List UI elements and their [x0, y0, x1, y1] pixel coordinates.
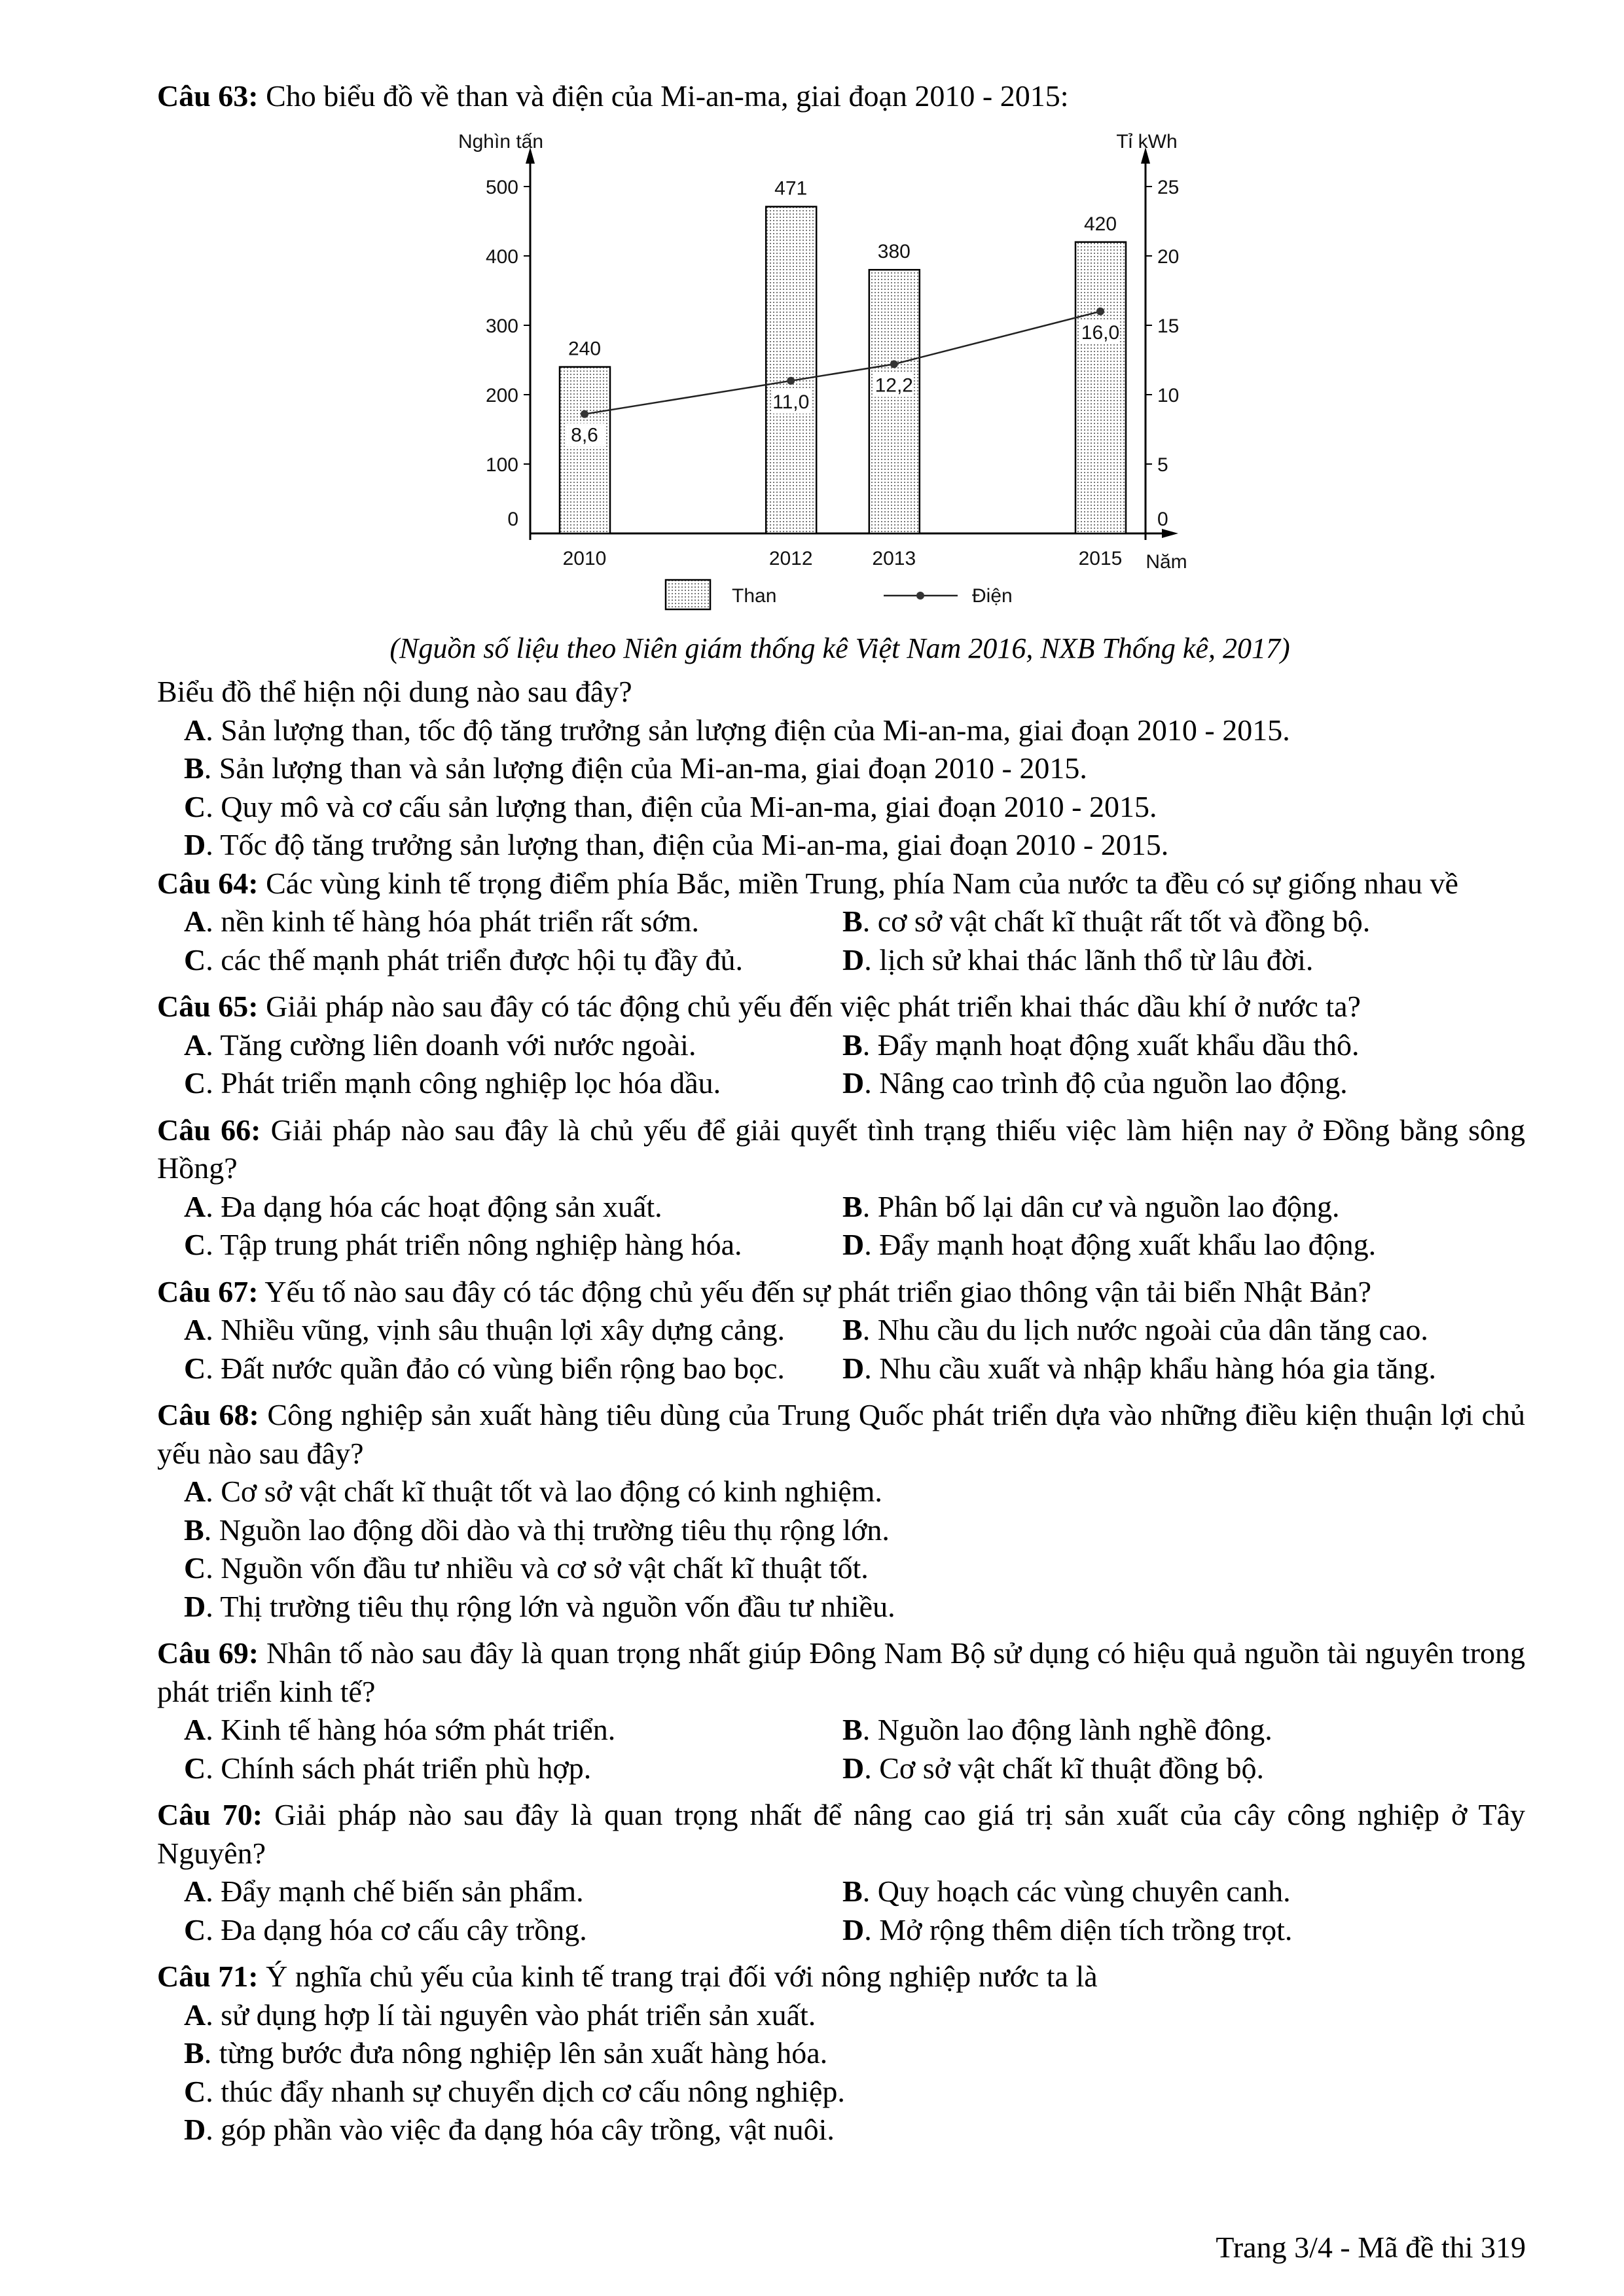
answer-option[interactable]	[157, 1911, 842, 1950]
answer-option[interactable]	[842, 903, 1525, 941]
option-text: . Nâng cao trình độ của nguồn lao động.	[864, 1066, 1348, 1100]
option-letter: B	[842, 1189, 863, 1223]
legend-than-swatch	[666, 580, 710, 609]
answer-option[interactable]	[842, 1911, 1525, 1950]
options-list	[157, 711, 1525, 865]
option-letter: C	[184, 942, 206, 977]
answer-option[interactable]	[157, 1188, 842, 1227]
option-text: . Kinh tế hàng hóa sớm phát triển.	[206, 1713, 616, 1746]
option-letter: A	[184, 1475, 206, 1508]
answer-option[interactable]	[157, 1311, 842, 1350]
question-number: Câu 66:	[157, 1113, 261, 1147]
options-list	[157, 1026, 1525, 1103]
question-stem: Công nghiệp sản xuất hàng tiêu dùng của Trung Quốc phát triển dựa vào những điều kiện thuận lợi chủ yếu nào sau đây?	[157, 1398, 1525, 1470]
question-stem: Ý nghĩa chủ yếu của kinh tế trang trại đối với nông nghiệp nước ta là	[258, 1960, 1098, 1993]
option-text: . Tăng cường liên doanh với nước ngoài.	[206, 1028, 696, 1062]
option-letter: A	[184, 1313, 206, 1346]
question-block	[157, 1273, 1525, 1388]
question-number: Câu 65:	[157, 990, 259, 1023]
question-number: Câu 71:	[157, 1960, 259, 1993]
option-letter: B	[842, 1028, 863, 1062]
y-tick-label-left: 0	[507, 509, 518, 530]
y-tick-label-left: 200	[485, 385, 518, 406]
option-text: . Tốc độ tăng trưởng sản lượng than, điện của Mi-an-ma, giai đoạn 2010 - 2015.	[206, 828, 1169, 861]
y-tick-label-right: 10	[1157, 385, 1180, 406]
question-stem: Giải pháp nào sau đây có tác động chủ yếu đến việc phát triển khai thác dầu khí ở nước ta?	[258, 990, 1361, 1023]
answer-option[interactable]	[842, 1064, 1525, 1103]
option-text: . Cơ sở vật chất kĩ thuật tốt và lao động có kinh nghiệm.	[206, 1475, 882, 1508]
y-tick-label-right: 25	[1157, 177, 1180, 198]
answer-option[interactable]	[157, 2073, 1525, 2111]
question-text	[157, 1796, 1525, 1873]
option-text: . Nguồn lao động lành nghề đông.	[862, 1713, 1272, 1746]
x-axis-label: Năm	[1146, 551, 1187, 573]
answer-option[interactable]	[157, 788, 1525, 827]
option-letter: C	[184, 1228, 206, 1261]
option-text: . Thị trường tiêu thụ rộng lớn và nguồn vốn đầu tư nhiều.	[206, 1589, 895, 1623]
options-list	[157, 1311, 1525, 1388]
answer-option[interactable]	[157, 1350, 842, 1388]
option-letter: D	[842, 1912, 865, 1946]
option-letter: D	[842, 942, 865, 977]
line-value-label: 11,0	[772, 391, 810, 413]
question-text	[157, 1396, 1525, 1473]
option-text: . sử dụng hợp lí tài nguyên vào phát triển sản xuất.	[206, 1998, 816, 2032]
line-point	[1096, 308, 1104, 315]
line-point	[581, 410, 588, 418]
option-text: . Nguồn vốn đầu tư nhiều và cơ sở vật chất kĩ thuật tốt.	[206, 1551, 869, 1585]
option-text: . các thế mạnh phát triển được hội tụ đầy đủ.	[206, 942, 744, 977]
answer-option[interactable]	[157, 749, 1525, 788]
answer-option[interactable]	[157, 1026, 842, 1065]
x-tick-label: 2010	[562, 548, 607, 569]
option-text: . nền kinh tế hàng hóa phát triển rất sớm.	[206, 905, 699, 938]
answer-option[interactable]	[157, 1873, 842, 1911]
option-text: . Phân bố lại dân cư và nguồn lao động.	[862, 1189, 1340, 1223]
question-63-body	[157, 673, 1525, 865]
question-number: Câu 67:	[157, 1274, 259, 1308]
option-text: . Đa dạng hóa cơ cấu cây trồng.	[206, 1912, 587, 1946]
answer-option[interactable]	[157, 1064, 842, 1103]
option-letter: B	[184, 2036, 204, 2070]
option-text: . Chính sách phát triển phù hợp.	[206, 1751, 592, 1785]
answer-option[interactable]	[842, 1311, 1525, 1350]
y-tick-label-right: 5	[1157, 454, 1168, 476]
question-number: Câu 68:	[157, 1398, 259, 1431]
data-source-note: (Nguồn số liệu theo Niên giám thống kê Việt Nam 2016, NXB Thống kê, 2017)	[389, 632, 1290, 664]
option-letter: C	[184, 1751, 206, 1785]
option-text: . Đất nước quần đảo có vùng biển rộng bao bọc.	[206, 1351, 785, 1385]
answer-option[interactable]	[842, 1873, 1525, 1911]
x-tick-label: 2013	[872, 548, 916, 569]
question-block	[157, 1796, 1525, 1949]
bar-value-label: 420	[1083, 213, 1117, 235]
x-tick-label: 2012	[768, 548, 813, 569]
question-block	[157, 1111, 1525, 1265]
arrow-right-icon	[1162, 529, 1178, 538]
line-value-label: 16,0	[1081, 321, 1120, 344]
question-stem: Nhân tố nào sau đây là quan trọng nhất giúp Đông Nam Bộ sử dụng có hiệu quả nguồn tài nguyên trong phát triển kinh tế?	[157, 1636, 1526, 1708]
option-letter: A	[184, 713, 206, 747]
question-stem: Các vùng kinh tế trọng điểm phía Bắc, miền Trung, phía Nam của nước ta đều có sự giống nhau về	[258, 866, 1458, 900]
answer-option[interactable]	[842, 1350, 1525, 1388]
option-letter: A	[184, 905, 206, 938]
option-letter: D	[842, 1228, 865, 1261]
question-number: Câu 63:	[157, 79, 259, 113]
option-text: . Quy mô và cơ cấu sản lượng than, điện của Mi-an-ma, giai đoạn 2010 - 2015.	[206, 789, 1157, 823]
option-letter: B	[184, 751, 204, 785]
option-letter: C	[184, 789, 206, 823]
answer-option[interactable]	[157, 1549, 1525, 1588]
legend-dien-label: Điện	[972, 585, 1013, 607]
page-footer: Trang 3/4 - Mã đề thi 319	[1216, 2231, 1526, 2264]
answer-option[interactable]	[842, 1188, 1525, 1227]
y-tick-label-left: 300	[485, 315, 518, 337]
option-text: . Sản lượng than và sản lượng điện của Mi-an-ma, giai đoạn 2010 - 2015.	[204, 751, 1087, 785]
option-letter: A	[184, 1874, 206, 1908]
question-stem: Giải pháp nào sau đây là quan trọng nhất để nâng cao giá trị sản xuất của cây công nghiệp ở Tây Nguyên?	[157, 1798, 1525, 1870]
option-text: . Đẩy mạnh hoạt động xuất khẩu dầu thô.	[862, 1028, 1360, 1062]
legend-than-label: Than	[732, 585, 777, 607]
line-point	[787, 377, 795, 385]
answer-option[interactable]	[157, 2111, 1525, 2149]
option-letter: D	[842, 1066, 865, 1100]
option-letter: C	[184, 1551, 206, 1585]
option-letter: C	[184, 1912, 206, 1946]
line-value-label: 12,2	[875, 374, 913, 397]
question-text	[157, 988, 1525, 1026]
question-63-title	[157, 77, 1069, 115]
answer-option[interactable]	[842, 1749, 1525, 1788]
question-text	[157, 1958, 1525, 1996]
options-list	[157, 1473, 1525, 1626]
option-letter: C	[184, 2074, 206, 2108]
legend-dien-marker	[916, 592, 924, 600]
option-text: . Đẩy mạnh hoạt động xuất khẩu lao động.	[864, 1228, 1377, 1261]
answer-option[interactable]	[157, 1226, 842, 1265]
question-text	[157, 1273, 1525, 1312]
answer-option[interactable]	[842, 1711, 1525, 1749]
option-text: . Phát triển mạnh công nghiệp lọc hóa dầu.	[206, 1066, 721, 1100]
option-text: . Sản lượng than, tốc độ tăng trưởng sản lượng điện của Mi-an-ma, giai đoạn 2010 - 2015.	[206, 713, 1290, 747]
options-list	[157, 1873, 1525, 1949]
question-block	[157, 988, 1525, 1103]
question-number: Câu 69:	[157, 1636, 259, 1670]
question-text	[157, 865, 1525, 903]
answer-option[interactable]	[157, 1711, 842, 1749]
bar-value-label: 380	[877, 241, 911, 263]
questions-content	[157, 673, 1525, 2149]
answer-option[interactable]	[842, 1026, 1525, 1065]
bar-value-label: 471	[774, 177, 808, 200]
option-letter: B	[842, 905, 863, 938]
answer-option[interactable]	[157, 2034, 1525, 2073]
option-letter: C	[184, 1351, 206, 1385]
y-tick-label-right: 0	[1157, 509, 1168, 530]
coal-electricity-chart	[458, 118, 1211, 635]
option-letter: D	[184, 2113, 206, 2146]
answer-option[interactable]	[842, 1226, 1525, 1265]
answer-option[interactable]	[157, 1749, 842, 1788]
question-block	[157, 865, 1525, 980]
answer-option[interactable]	[157, 1511, 1525, 1550]
question-number: Câu 64:	[157, 866, 259, 900]
option-letter: B	[842, 1874, 863, 1908]
options-list	[157, 1996, 1525, 2149]
options-list	[157, 1711, 1525, 1787]
option-letter: B	[842, 1313, 863, 1346]
line-value-label: 8,6	[571, 424, 598, 446]
option-letter: B	[842, 1713, 863, 1746]
option-letter: A	[184, 1998, 206, 2032]
question-number: Câu 70:	[157, 1798, 263, 1831]
option-text: . Quy hoạch các vùng chuyên canh.	[862, 1874, 1291, 1908]
question-block	[157, 1958, 1525, 2149]
option-text: . lịch sử khai thác lãnh thổ từ lâu đời.	[864, 942, 1314, 977]
question-text: Cho biểu đồ về than và điện của Mi-an-ma, giai đoạn 2010 - 2015:	[258, 79, 1069, 113]
option-text: . Nhiều vũng, vịnh sâu thuận lợi xây dựng cảng.	[206, 1313, 785, 1346]
y-tick-label-left: 500	[485, 177, 518, 198]
option-text: . thúc đẩy nhanh sự chuyển dịch cơ cấu nông nghiệp.	[206, 2074, 845, 2108]
y-tick-label-right: 20	[1157, 246, 1180, 268]
option-text: . Nguồn lao động dồi dào và thị trường tiêu thụ rộng lớn.	[204, 1513, 890, 1547]
options-list	[157, 903, 1525, 979]
y-tick-label-left: 400	[485, 246, 518, 268]
line-dien	[585, 312, 1100, 414]
option-letter: A	[184, 1028, 206, 1062]
x-tick-label: 2015	[1078, 548, 1123, 569]
question-stem: Giải pháp nào sau đây là chủ yếu để giải quyết tình trạng thiếu việc làm hiện nay ở Đồng bằng sông Hồng?	[157, 1113, 1526, 1185]
question-prompt: Biểu đồ thể hiện nội dung nào sau đây?	[157, 675, 632, 708]
answer-option[interactable]	[157, 903, 842, 941]
answer-option[interactable]	[157, 1996, 1525, 2035]
left-axis-label: Nghìn tấn	[458, 131, 544, 152]
options-list	[157, 1188, 1525, 1265]
question-text	[157, 1111, 1525, 1188]
answer-option[interactable]	[157, 941, 842, 980]
answer-option[interactable]	[842, 941, 1525, 980]
answer-option[interactable]	[157, 1588, 1525, 1626]
line-point	[890, 360, 898, 368]
question-block	[157, 1396, 1525, 1626]
option-text: . góp phần vào việc đa dạng hóa cây trồng, vật nuôi.	[206, 2113, 835, 2146]
option-letter: C	[184, 1066, 206, 1100]
bar-than	[1075, 242, 1126, 533]
option-text: . Mở rộng thêm diện tích trồng trọt.	[864, 1912, 1293, 1946]
bar-than	[560, 367, 610, 533]
option-letter: A	[184, 1189, 206, 1223]
answer-option[interactable]	[157, 826, 1525, 865]
option-text: . từng bước đưa nông nghiệp lên sản xuất hàng hóa.	[204, 2036, 828, 2070]
y-tick-label-left: 100	[485, 454, 518, 476]
option-text: . cơ sở vật chất kĩ thuật rất tốt và đồng bộ.	[862, 905, 1371, 938]
option-text: . Đẩy mạnh chế biến sản phẩm.	[206, 1874, 584, 1908]
option-text: . Nhu cầu du lịch nước ngoài của dân tăng cao.	[862, 1313, 1428, 1346]
answer-option[interactable]	[157, 1473, 1525, 1511]
right-axis-label: Tỉ kWh	[1116, 131, 1178, 152]
bar-than	[869, 270, 920, 533]
option-text: . Đa dạng hóa các hoạt động sản xuất.	[206, 1189, 662, 1223]
option-letter: D	[842, 1351, 865, 1385]
option-text: . Tập trung phát triển nông nghiệp hàng hóa.	[206, 1228, 742, 1261]
question-block	[157, 1634, 1525, 1787]
option-letter: B	[184, 1513, 204, 1547]
option-text: . Cơ sở vật chất kĩ thuật đồng bộ.	[864, 1751, 1265, 1785]
option-letter: D	[842, 1751, 865, 1785]
bar-than	[766, 207, 816, 533]
y-tick-label-right: 15	[1157, 315, 1180, 337]
option-letter: D	[184, 828, 206, 861]
question-text	[157, 1634, 1525, 1711]
option-letter: A	[184, 1713, 206, 1746]
option-letter: D	[184, 1589, 206, 1623]
answer-option[interactable]	[157, 711, 1525, 750]
question-stem: Yếu tố nào sau đây có tác động chủ yếu đến sự phát triển giao thông vận tải biển Nhật Bản?	[258, 1274, 1372, 1308]
bar-value-label: 240	[568, 338, 602, 360]
option-text: . Nhu cầu xuất và nhập khẩu hàng hóa gia tăng.	[864, 1351, 1436, 1385]
